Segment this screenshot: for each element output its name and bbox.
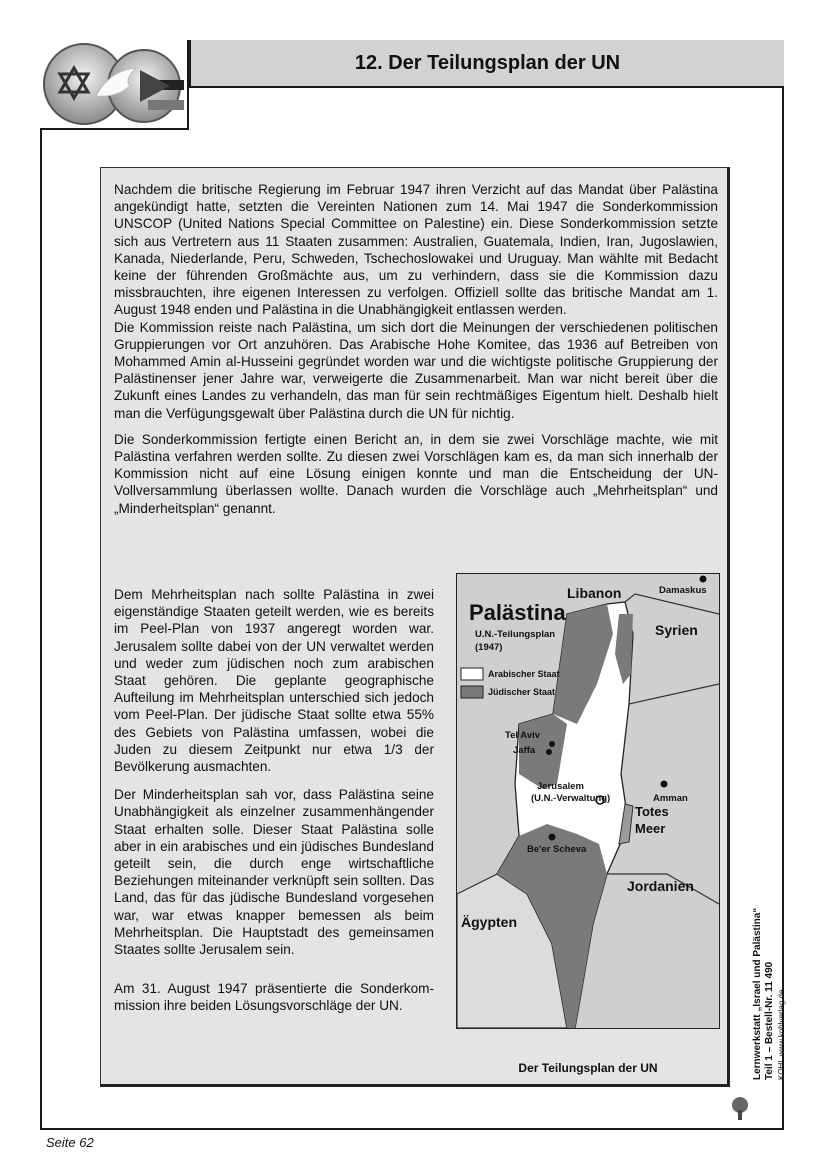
map-caption: Der Teilungsplan der UN <box>518 1061 658 1075</box>
label-jaffa: Jaffa <box>513 745 536 756</box>
paragraph-2: Die Kommission reiste nach Palästina, um sich dort die Meinungen der verschiedenen politischen Gruppierungen vor Ort anzuhören. Das Arabische Hohe Komitee, das 1936 auf Betreiben von Mohammed Amin al-Husseini gegründet worden war und die wichtigste politische Gruppierung der Palästinenser jener Jahre war, verweigerte die Zusammenarbeit. Man war nicht bereit über die Zukunft eines Landes zu verhandeln, das man für sein rechtmäßiges Eigentum hielt. Deshalb hielt man die Verfügungsgewalt über Palästina durch die UN für nichtig. <box>114 319 718 421</box>
peace-dove-icon <box>40 40 187 128</box>
partition-map <box>456 573 720 1029</box>
imprint-series: Lernwerkstatt „Israel und Palästina“ <box>752 907 763 1080</box>
title-bar <box>189 40 784 88</box>
paragraph-3: Die Sonderkommission fertigte einen Bericht an, in dem sie zwei Vorschläge machte, wie mit Palästina verfahren werden sollte. Zu diesen zwei Vorschlägen kam es, da man sich innerhalb der Kommission nicht auf eine Lösung einigen konnte und man die Entscheidung der UN-Vollversammlung überlassen wollte. Danach wurden die Vorschläge auch „Mehrheitsplan“ und „Minderheitsplan“ genannt. <box>114 431 718 516</box>
label-beersheva: Be'er Scheva <box>527 844 587 855</box>
map-subtitle: U.N.-Teilungsplan <box>475 629 556 640</box>
label-dead-sea-1: Totes <box>635 804 669 819</box>
logo-box <box>40 40 189 130</box>
imprint-publisher <box>776 908 788 1080</box>
page-number: Seite 62 <box>46 1135 94 1150</box>
legend-jewish-label: Jüdischer Staat <box>488 687 556 697</box>
page-title: 12. Der Teilungsplan der UN <box>354 51 621 74</box>
label-jerusalem: Jerusalem <box>537 781 585 792</box>
map-year: (1947) <box>475 642 503 653</box>
label-tel-aviv: Tel Aviv <box>505 730 541 741</box>
paragraph-4: Dem Mehrheitsplan nach sollte Palästina in zwei eigenständige Staaten geteilt werden, wie es bereits im Peel-Plan von 1937 angeregt worden war. Jerusalem sollte dabei von der UN verwaltet werden und weder zum jüdischen noch zum arabischen Staat gehören. Die geplante geographische Aufteilung im Mehrheitsplan unterschied sich jedoch vom Peel-Plan. Der jüdische Staat sollte etwa 55% des Gebiets von Palästina umfassen, wobei die Juden zu diesem Zeitpunkt nur etwa 1/3 der Bevölkerung ausmachten. <box>114 587 434 775</box>
imprint-order-number: Teil 1 – Bestell-Nr. 11 490 <box>764 961 775 1080</box>
paragraph-5: Der Minderheitsplan sah vor, dass Palästina seine Unabhängigkeit als einzelner zusammenhängender Staat erhalten solle. Dieser Staat Palästina solle aber in ein arabisches und ein jüdisches Bundesland geteilt sein, die durch enge wirtschaftliche Beziehungen miteinander verknüpft sein sollten. Das Land, das für das jüdische Bundesland vorgesehen war, war etwas knapper bemessen als beim Mehrheitsplan. Die Hauptstadt des gemeinsamen Staates sollte Jerusalem sein. <box>114 787 434 958</box>
label-un-administration: (U.N.-Verwaltung) <box>531 793 611 804</box>
label-damaskus: Damaskus <box>659 585 707 596</box>
publisher-url: www.kohlverlag.de <box>777 989 786 1057</box>
label-syrien: Syrien <box>655 622 698 638</box>
publisher-tree-icon <box>730 1096 750 1122</box>
label-libanon: Libanon <box>567 585 622 601</box>
intro-text <box>114 181 718 526</box>
label-dead-sea-2: Meer <box>635 821 666 836</box>
legend-arab-label: Arabischer Staat <box>488 669 560 679</box>
publisher-name: KOHL <box>777 1058 786 1080</box>
paragraph-6: Am 31. August 1947 präsentierte die Sonderkommission ihre beiden Lösungsvorschläge der UN. <box>114 981 434 1014</box>
label-aegypten: Ägypten <box>461 914 517 930</box>
paragraph-1: Nachdem die britische Regierung im Februar 1947 ihren Verzicht auf das Mandat über Palästina angekündigt hatte, setzten die Vereinten Nationen zum 14. Mai 1947 die Sonderkommission UNSCOP (United Nations Special Committee on Palestine) ein. Diese Sonderkommission setzte sich aus Vertretern aus 11 Staaten zusammen: Australien, Guatemala, Indien, Iran, Jugoslawien, Kanada, Niederlande, Peru, Schweden, Tschechoslowakei und Uruguay. Man wählte mit Bedacht keine der führenden Großmächte aus, um zu verhindern, dass sie die Kommission dazu missbrauchten, ihre eigenen Interessen zu verfolgen. Offiziell sollte das britische Mandat am 1. August 1948 enden und Palästina in die Unabhängigkeit entlassen werden. <box>114 182 718 318</box>
left-column-text <box>114 586 434 1024</box>
map-title: Palästina <box>469 600 566 625</box>
label-amman: Amman <box>653 793 688 804</box>
publisher-imprint <box>752 908 788 1080</box>
label-jordanien: Jordanien <box>627 878 694 894</box>
